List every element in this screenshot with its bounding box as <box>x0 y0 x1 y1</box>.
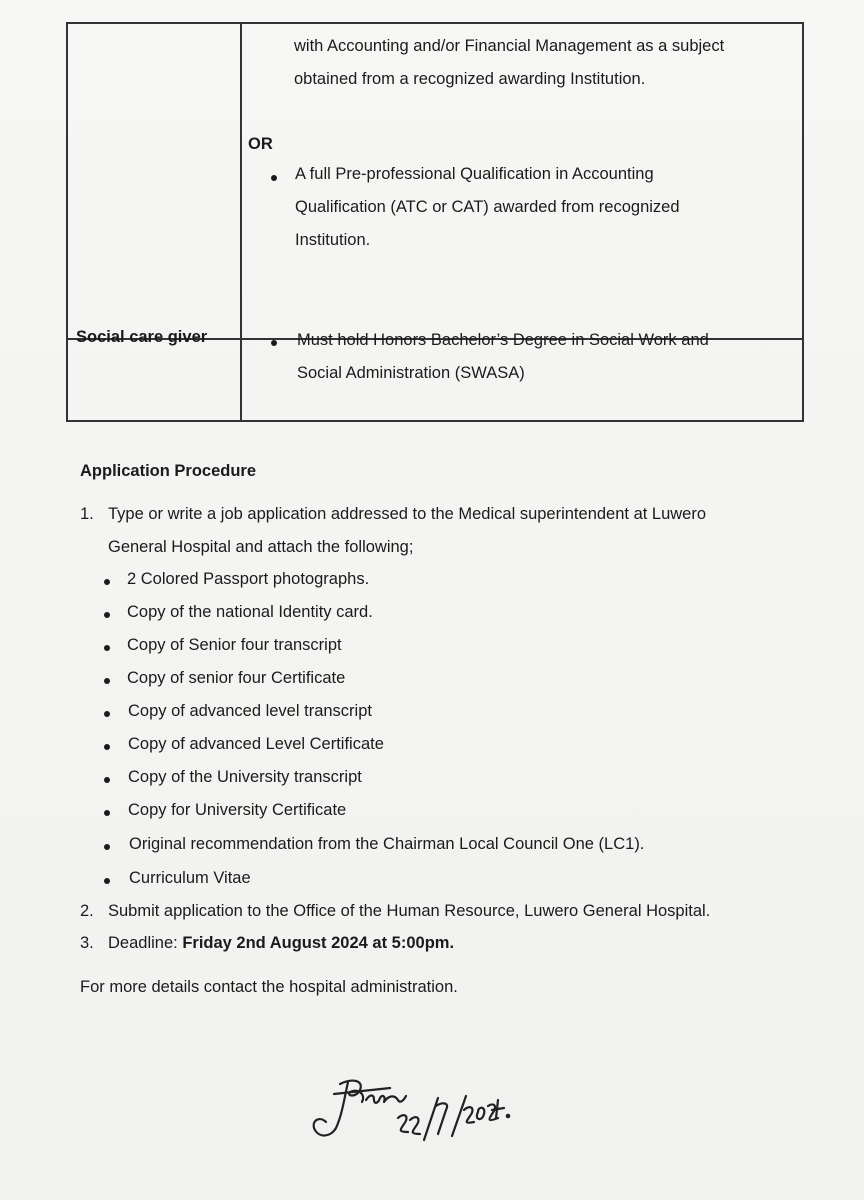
row1-line-2: obtained from a recognized awarding Institution. <box>294 70 646 88</box>
step-3-number: 3. <box>80 934 94 952</box>
bullet-icon <box>104 744 110 750</box>
step-1-number: 1. <box>80 505 94 523</box>
list-item: Copy for University Certificate <box>128 801 347 819</box>
bullet-icon <box>104 777 110 783</box>
social-care-giver-label: Social care giver <box>76 328 208 346</box>
alt-line-1: A full Pre-professional Qualification in Accounting <box>295 165 654 183</box>
step-2-number: 2. <box>80 902 94 920</box>
list-item: Copy of Senior four transcript <box>127 636 342 654</box>
list-item: Copy of advanced level transcript <box>128 702 372 720</box>
row1-line-1: with Accounting and/or Financial Management as a subject <box>294 37 725 55</box>
bullet-icon <box>104 645 110 651</box>
bullet-icon <box>104 810 110 816</box>
step-1-line-2: General Hospital and attach the following; <box>108 538 414 556</box>
bullet-icon <box>104 678 110 684</box>
step-2-text: Submit application to the Office of the Human Resource, Luwero General Hospital. <box>108 902 711 920</box>
step-1-line-1: Type or write a job application addressed to the Medical superintendent at Luwero <box>108 505 707 523</box>
bullet-icon <box>104 579 110 585</box>
deadline-value: Friday 2nd August 2024 at 5:00pm. <box>182 934 455 952</box>
alt-line-3: Institution. <box>295 231 371 249</box>
table-column-divider <box>240 22 242 420</box>
row1-continuation-text <box>294 30 794 96</box>
social-care-giver-requirement <box>297 324 797 390</box>
bullet-icon <box>271 175 277 181</box>
requirements-table <box>66 22 802 420</box>
list-item: Copy of senior four Certificate <box>127 669 346 687</box>
list-item: Copy of the University transcript <box>128 768 362 786</box>
req-line-1: Must hold Honors Bachelor’s Degree in Social Work and <box>297 331 709 349</box>
bullet-icon <box>271 340 277 346</box>
list-item: Original recommendation from the Chairman Local Council One (LC1). <box>129 835 645 853</box>
list-item: 2 Colored Passport photographs. <box>127 570 370 588</box>
alt-line-2: Qualification (ATC or CAT) awarded from recognized <box>295 198 680 216</box>
row1-alt-qualification <box>295 158 795 257</box>
bullet-icon <box>104 711 110 717</box>
bullet-icon <box>104 844 110 850</box>
handwritten-signature <box>300 1070 530 1160</box>
contact-note: For more details contact the hospital administration. <box>80 978 458 996</box>
or-label: OR <box>248 135 273 153</box>
bullet-icon <box>104 612 110 618</box>
application-procedure-heading: Application Procedure <box>80 462 257 480</box>
deadline-line <box>108 934 454 953</box>
bullet-icon <box>104 878 110 884</box>
list-item: Curriculum Vitae <box>129 869 251 887</box>
deadline-label: Deadline: <box>108 934 183 952</box>
list-item: Copy of the national Identity card. <box>127 603 373 621</box>
list-item: Copy of advanced Level Certificate <box>128 735 384 753</box>
req-line-2: Social Administration (SWASA) <box>297 364 525 382</box>
